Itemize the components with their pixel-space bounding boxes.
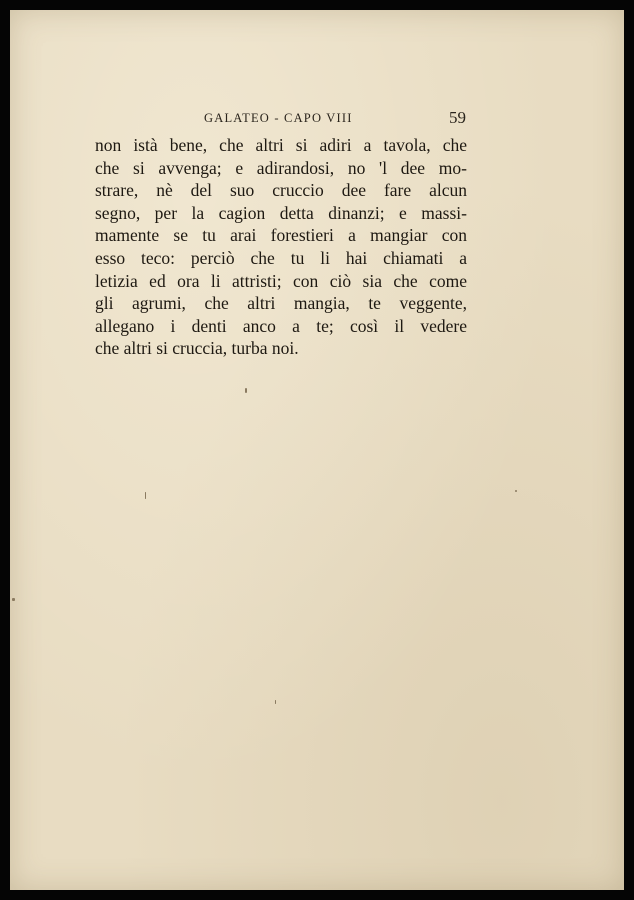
text-line: esso teco: perciò che tu li hai chiamati a [95,247,467,268]
text-line: allegano i denti anco a te; così il vedere [95,315,467,336]
text-line: mamente se tu arai forestieri a mangiar con [95,225,467,246]
paper-speck [515,490,517,492]
text-line: strare, nè del suo cruccio dee fare alcun [95,180,467,201]
book-page [10,10,624,890]
text-line: gli agrumi, che altri mangia, te veggente, [95,293,467,314]
text-line: non istà bene, che altri si adiri a tavola, che [95,135,467,155]
text-line: che si avvenga; e adirandosi, no 'l dee mo- [95,157,467,178]
text-line: segno, per la cagion detta dinanzi; e massi- [95,202,467,223]
running-head: GALATEO - CAPO VIII [204,111,353,125]
page-header [10,108,624,130]
paper-speck [245,388,247,393]
text-line-last: che altri si cruccia, turba noi. [95,338,299,359]
page-number: 59 [449,108,466,127]
paper-speck [145,492,146,499]
body-paragraph [95,134,467,360]
paper-speck [275,700,276,704]
paper-speck [12,598,15,601]
text-line: letizia ed ora li attristi; con ciò sia che come [95,270,467,291]
